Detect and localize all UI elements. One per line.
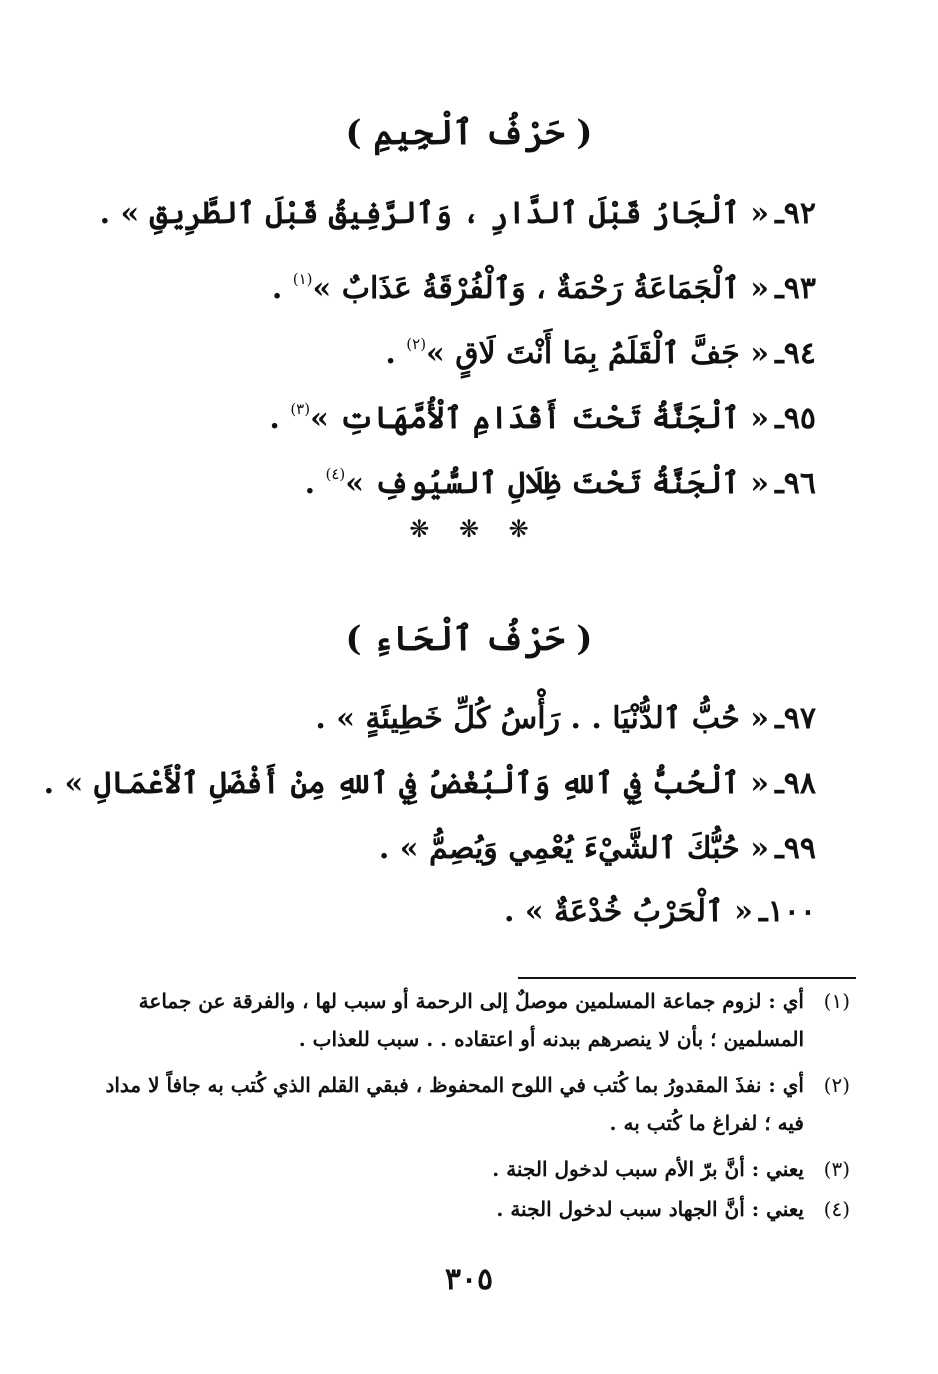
hadith-entry-93 bbox=[180, 255, 816, 313]
entry-text: « ٱلْحَرْبُ خُدْعَةٌ » . bbox=[503, 894, 753, 929]
entry-number: ٩٥ـ bbox=[774, 401, 816, 436]
footnote-number: (١) bbox=[823, 989, 850, 1013]
entry-number: ٩٣ـ bbox=[774, 271, 816, 306]
entry-end: . bbox=[304, 466, 326, 501]
footnote-text: أي : نفذَ المقدورُ بما كُتب في اللوح المحفوظ ، فبقي القلم الذي كُتب به جافاً لا مداد فيه ؛ لفراغ ما كُتب به . bbox=[105, 1073, 804, 1135]
entry-text: « ٱلْحُبُّ فِي ٱللهِ وَٱلْبُغْضُ فِي ٱللهِ مِنْ أَفْضَلِ ٱلْأَعْمَالِ » . bbox=[43, 766, 769, 801]
hadith-entry-95 bbox=[180, 385, 816, 443]
entry-number: ٩٧ـ bbox=[774, 701, 816, 736]
footnote-text: أي : لزوم جماعة المسلمين موصلٌ إلى الرحمة أو سبب لها ، والفرقة عن جماعة المسلمين ؛ بأن لا ينصرهم ببدنه أو اعتقاده . . سبب للعذاب . bbox=[138, 989, 804, 1051]
footnote-ref: (١) bbox=[292, 270, 313, 288]
entry-text: « ٱلْجَمَاعَةُ رَحْمَةٌ ، وَٱلْفُرْقَةُ عَذَابٌ » bbox=[312, 271, 769, 306]
entry-number: ٩٨ـ bbox=[774, 766, 816, 801]
footnote-3 bbox=[100, 1150, 850, 1188]
section-separator: ❋ ❋ ❋ bbox=[409, 515, 529, 543]
section-heading-jim: ( حَرْفُ ٱلْجِيمِ ) bbox=[345, 113, 593, 153]
section-heading-ha: ( حَرْفُ ٱلْحَاءِ ) bbox=[345, 619, 593, 659]
entry-number: ٩٤ـ bbox=[774, 336, 816, 371]
hadith-entry-92 bbox=[99, 190, 816, 238]
footnote-text: يعني : أنَّ برّ الأم سبب لدخول الجنة . bbox=[492, 1157, 804, 1181]
page-number: ٣٠٥ bbox=[444, 1262, 494, 1297]
footnote-number: (٣) bbox=[823, 1157, 850, 1181]
entry-text: « حُبُّكَ ٱلشَّيْءَ يُعْمِي وَيُصِمُّ » . bbox=[378, 831, 769, 866]
entry-text: « ٱلْجَنَّةُ تَحْتَ ظِلَالِ ٱلسُّيُوفِ » bbox=[345, 466, 769, 501]
entry-text: « حُبُّ ٱلدُّنْيَا . . رَأْسُ كُلِّ خَطِيئَةٍ » . bbox=[315, 701, 769, 736]
entry-number: ٩٩ـ bbox=[774, 831, 816, 866]
footnote-ref: (٢) bbox=[406, 335, 427, 353]
footnote-number: (٢) bbox=[823, 1073, 850, 1097]
entry-text: « ٱلْجَارُ قَبْلَ ٱلدَّارِ ، وَٱلرَّفِيقُ قَبْلَ ٱلطَّرِيقِ » . bbox=[99, 196, 769, 231]
hadith-entry-99 bbox=[180, 825, 816, 873]
hadith-entry-98 bbox=[43, 760, 816, 808]
hadith-entry-97 bbox=[180, 695, 816, 743]
footnote-text: يعني : أنَّ الجهاد سبب لدخول الجنة . bbox=[496, 1197, 804, 1221]
footnote-divider bbox=[518, 977, 856, 979]
entry-number: ١٠٠ـ bbox=[758, 894, 816, 929]
footnote-4 bbox=[100, 1190, 850, 1228]
entry-end: . bbox=[385, 336, 407, 371]
footnote-ref: (٣) bbox=[290, 400, 311, 418]
entry-end: . bbox=[271, 271, 293, 306]
footnote-2 bbox=[100, 1066, 850, 1142]
footnote-number: (٤) bbox=[823, 1197, 850, 1221]
entry-end: . bbox=[269, 401, 291, 436]
entry-number: ٩٢ـ bbox=[774, 196, 816, 231]
entry-number: ٩٦ـ bbox=[774, 466, 816, 501]
entry-text: « جَفَّ ٱلْقَلَمُ بِمَا أَنْتَ لَاقٍ » bbox=[426, 336, 769, 371]
entry-text: « ٱلْجَنَّةُ تَحْتَ أَقْدَامِ ٱلْأُمَّهَاتِ » bbox=[310, 401, 769, 436]
footnote-1 bbox=[100, 982, 850, 1058]
hadith-entry-96 bbox=[180, 450, 816, 508]
hadith-entry-94 bbox=[180, 320, 816, 378]
footnote-ref: (٤) bbox=[325, 465, 346, 483]
hadith-entry-100 bbox=[180, 888, 816, 936]
